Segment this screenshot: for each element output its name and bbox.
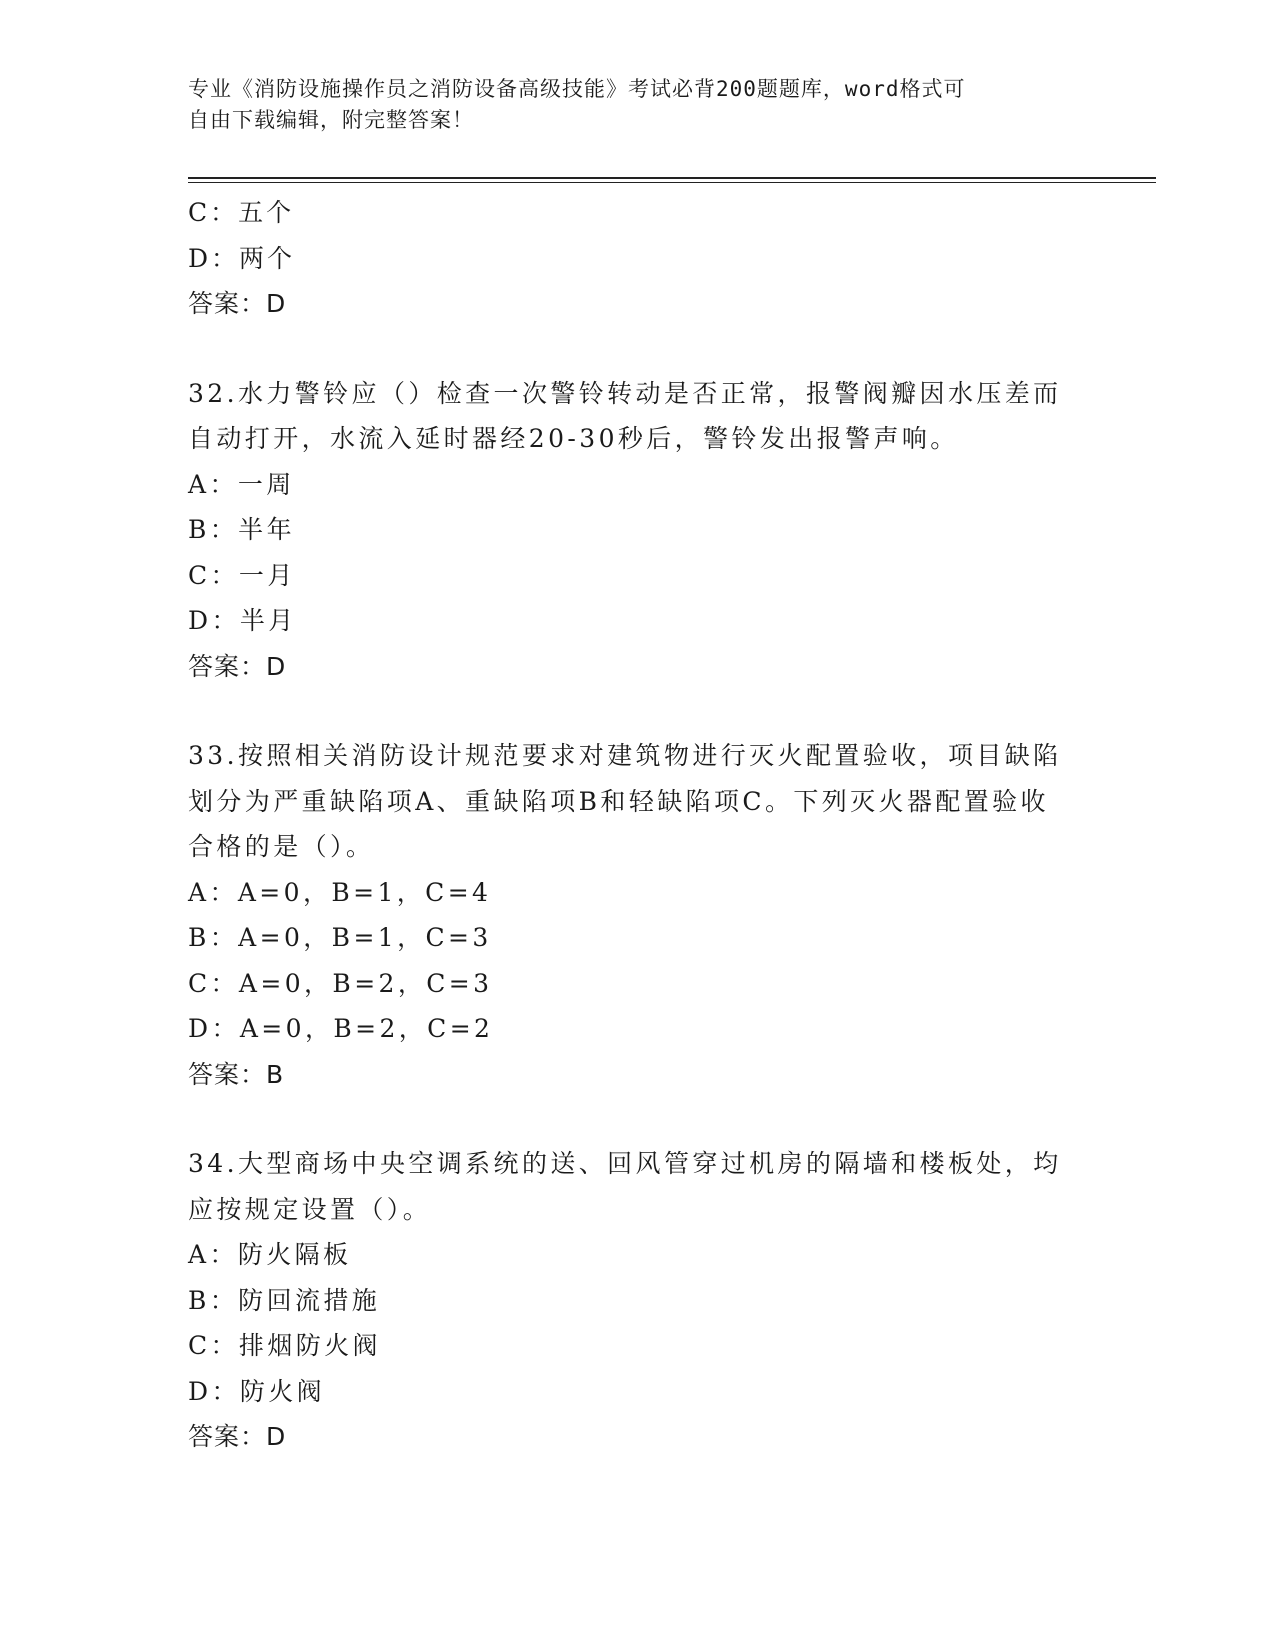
- option-c: C：排烟防火阀: [188, 1331, 381, 1360]
- option-c: C：一月: [188, 560, 296, 590]
- question-text-line: 33.按照相关消防设计规范要求对建筑物进行灭火配置验收，项目缺陷: [188, 741, 1062, 770]
- question-text-line: 应按规定设置（）。: [188, 1194, 432, 1224]
- answer-line: 答案：D: [188, 651, 287, 681]
- header-divider-thick: [188, 177, 1156, 179]
- header-line-1: 专业《消防设施操作员之消防设备高级技能》考试必背200题题库，word格式可: [188, 77, 966, 101]
- option-a: A：A=0，B=1，C=4: [188, 877, 492, 907]
- option-c: C：A=0，B=2，C=3: [188, 968, 493, 998]
- question-32: [188, 371, 1088, 690]
- answer-line: 答案：B: [188, 1059, 285, 1089]
- option-d: D：A=0，B=2，C=2: [188, 1014, 494, 1043]
- question-text-line: 划分为严重缺陷项A、重缺陷项B和轻缺陷项C。下列灭火器配置验收: [188, 786, 1049, 816]
- option-a: A：防火隔板: [188, 1240, 352, 1269]
- option-b: B：半年: [188, 515, 295, 544]
- option-b: B：A=0，B=1，C=3: [188, 923, 492, 952]
- answer-line: 答案：D: [188, 1422, 287, 1451]
- question-text-line: 32.水力警铃应（）检查一次警铃转动是否正常，报警阀瓣因水压差而: [188, 378, 1062, 408]
- previous-question-tail: [188, 190, 1088, 327]
- question-text-line: 合格的是（）。: [188, 832, 375, 861]
- option-d: D：两个: [188, 243, 296, 273]
- answer-line: 答案：D: [188, 289, 287, 318]
- option-d: D：防火阀: [188, 1376, 326, 1406]
- question-33: [188, 733, 1088, 1097]
- question-34: [188, 1141, 1088, 1460]
- header-line-2: 自由下载编辑，附完整答案！: [188, 108, 474, 132]
- page-header: [188, 74, 1088, 136]
- option-d: D：半月: [188, 606, 297, 635]
- option-c: C：五个: [188, 198, 295, 227]
- question-content: [188, 190, 1088, 1460]
- question-text-line: 34.大型商场中央空调系统的送、回风管穿过机房的隔墙和楼板处，均: [188, 1149, 1062, 1178]
- option-a: A：一周: [188, 469, 295, 499]
- question-text-line: 自动打开，水流入延时器经20-30秒后，警铃发出报警声响。: [188, 424, 959, 453]
- option-b: B：防回流措施: [188, 1285, 381, 1315]
- header-divider-thin: [188, 182, 1156, 183]
